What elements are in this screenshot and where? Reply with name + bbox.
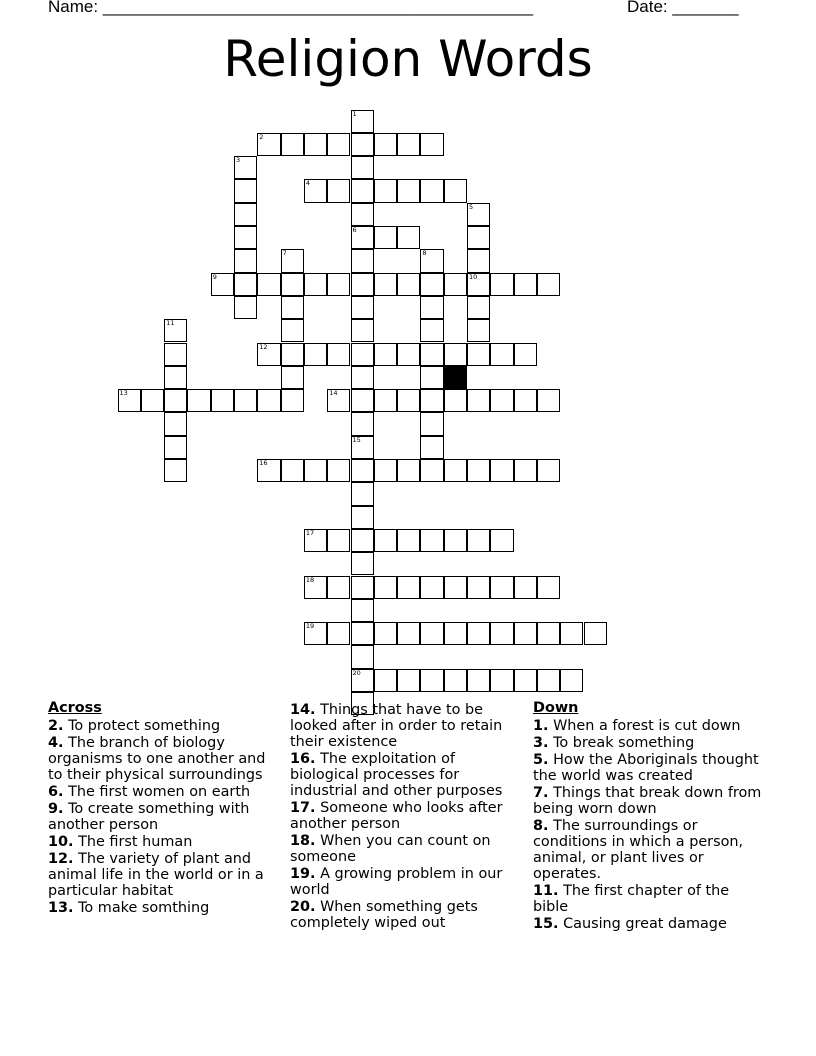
clue [48,834,274,850]
clue [533,916,763,932]
cell-number: 13 [119,389,128,398]
clue-text: The exploitation of biological processes for industrial and other purposes [290,751,503,799]
crossword-cell[interactable] [234,389,257,412]
clue [48,900,274,916]
clue [533,752,763,784]
crossword-cell[interactable] [467,529,490,552]
clue-number: 7. [533,785,549,801]
crossword-cell[interactable] [537,622,560,645]
crossword-cell[interactable] [327,576,350,599]
clue-text: Causing great damage [563,916,727,932]
crossword-cell[interactable] [374,343,397,366]
crossword-cell[interactable] [514,343,537,366]
crossword-cell[interactable] [327,343,350,366]
crossword-cell[interactable] [304,576,327,599]
crossword-cell[interactable] [211,389,234,412]
clue-number: 20. [290,899,316,915]
crossword-cell[interactable] [327,459,350,482]
clue-number: 5. [533,752,549,768]
crossword-cell[interactable] [537,459,560,482]
clue [48,784,274,800]
clue-text: Someone who looks after another person [290,800,503,832]
clue [290,833,516,865]
crossword-cell[interactable] [351,645,374,668]
crossword-cell[interactable] [537,576,560,599]
crossword-cell[interactable] [327,389,350,412]
crossword-cell[interactable] [420,249,443,272]
crossword-cell[interactable] [164,436,187,459]
crossword-cell[interactable] [444,343,467,366]
crossword-cell[interactable] [420,529,443,552]
clue [290,899,516,931]
down-clue-list [533,718,763,932]
crossword-cell[interactable] [444,459,467,482]
crossword-cell[interactable] [514,669,537,692]
crossword-cell[interactable] [211,273,234,296]
crossword-cell[interactable] [420,576,443,599]
crossword-cell[interactable] [257,459,280,482]
crossword-cell[interactable] [281,343,304,366]
crossword-cell[interactable] [490,576,513,599]
crossword-cell[interactable] [351,506,374,529]
crossword-cell[interactable] [234,179,257,202]
cell-number: 5 [469,202,474,211]
crossword-cell[interactable] [234,296,257,319]
crossword-cell[interactable] [514,273,537,296]
clue-text: To make somthing [78,900,210,916]
cell-number: 16 [259,459,268,467]
crossword-cell[interactable] [281,133,304,156]
clue-text: A growing problem in our world [290,866,503,898]
crossword-cell[interactable] [257,273,280,296]
clue-text: When something gets completely wiped out [290,899,478,931]
cell-number: 18 [305,575,315,584]
crossword-cell[interactable] [351,296,374,319]
clue-text: The first women on earth [68,784,251,800]
crossword-cell[interactable] [304,622,327,645]
crossword-cell[interactable] [444,576,467,599]
crossword-cell[interactable] [467,226,490,249]
crossword-black-cell [444,366,467,389]
crossword-cell[interactable] [374,669,397,692]
crossword-cell[interactable] [351,389,374,412]
clue-text: The first chapter of the bible [533,883,730,915]
crossword-cell[interactable] [397,529,420,552]
crossword-cell[interactable] [304,343,327,366]
crossword-cell[interactable] [351,436,374,459]
clue [290,866,516,898]
clue-number: 1. [533,718,549,734]
crossword-cell[interactable] [444,622,467,645]
crossword-cell[interactable] [490,669,513,692]
crossword-cell[interactable] [351,366,374,389]
clue [290,800,516,832]
crossword-cell[interactable] [327,529,350,552]
clue-number: 11. [533,883,559,899]
cell-number: 10 [469,272,478,281]
crossword-cell[interactable] [420,459,443,482]
crossword-cell[interactable] [351,110,374,133]
crossword-cell[interactable] [304,133,327,156]
crossword-cell[interactable] [234,226,257,249]
clue-number: 8. [533,818,549,834]
crossword-cell[interactable] [467,389,490,412]
clue-number: 12. [48,851,74,867]
cell-number: 7 [282,249,287,258]
crossword-cell[interactable] [420,366,443,389]
crossword-cell[interactable] [420,273,443,296]
name-blank[interactable]: ________________________________________________ [102,0,533,16]
crossword-cell[interactable] [304,273,327,296]
crossword-cell[interactable] [490,273,513,296]
crossword-cell[interactable] [537,273,560,296]
crossword-cell[interactable] [351,156,374,179]
crossword-cell[interactable] [234,203,257,226]
clue-number: 6. [48,784,64,800]
crossword-cell[interactable] [164,343,187,366]
crossword-cell[interactable] [560,669,583,692]
clue-text: When a forest is cut down [553,718,741,734]
clue-number: 18. [290,833,316,849]
crossword-cell[interactable] [351,459,374,482]
crossword-cell[interactable] [327,133,350,156]
cell-number: 14 [329,389,338,398]
crossword-cell[interactable] [490,389,513,412]
crossword-cell[interactable] [351,669,374,692]
clue-text: To break something [553,735,695,751]
crossword-cell[interactable] [467,343,490,366]
crossword-cell[interactable] [397,343,420,366]
crossword-cell[interactable] [420,412,443,435]
crossword-cell[interactable] [234,156,257,179]
clue-text: How the Aboriginals thought the world was created [533,752,759,784]
crossword-cell[interactable] [351,226,374,249]
crossword-cell[interactable] [374,622,397,645]
crossword-cell[interactable] [490,622,513,645]
crossword-cell[interactable] [467,319,490,342]
crossword-cell[interactable] [537,389,560,412]
crossword-cell[interactable] [327,622,350,645]
crossword-cell[interactable] [164,389,187,412]
crossword-cell[interactable] [420,669,443,692]
crossword-cell[interactable] [514,576,537,599]
crossword-cell[interactable] [374,389,397,412]
crossword-cell[interactable] [281,389,304,412]
clue [290,751,516,799]
clue-text: Things that have to be looked after in order to retain their existence [290,702,503,750]
crossword-cell[interactable] [351,576,374,599]
clue-text: The first human [78,834,193,850]
crossword-cell[interactable] [257,133,280,156]
clue-text: The branch of biology organisms to one another and to their physical surroundings [48,735,266,783]
crossword-cell[interactable] [444,669,467,692]
crossword-cell[interactable] [351,133,374,156]
crossword-cell[interactable] [467,249,490,272]
crossword-cell[interactable] [467,296,490,319]
clue [48,851,274,899]
across-heading: Across [48,700,102,716]
page-title: Religion Words [223,30,593,88]
crossword-cell[interactable] [420,296,443,319]
cell-number: 3 [236,156,241,165]
crossword-cell[interactable] [374,133,397,156]
crossword-cell[interactable] [467,622,490,645]
crossword-cell[interactable] [351,203,374,226]
crossword-cell[interactable] [420,436,443,459]
crossword-cell[interactable] [351,482,374,505]
crossword-cell[interactable] [164,319,187,342]
clue-number: 15. [533,916,559,932]
crossword-cell[interactable] [257,389,280,412]
crossword-cell[interactable] [327,179,350,202]
crossword-cell[interactable] [467,669,490,692]
crossword-cell[interactable] [467,576,490,599]
crossword-cell[interactable] [351,552,374,575]
crossword-cell[interactable] [281,273,304,296]
down-column [533,700,763,933]
crossword-cell[interactable] [514,459,537,482]
crossword-cell[interactable] [444,273,467,296]
date-blank[interactable]: _______ [672,0,739,16]
clue-number: 19. [290,866,316,882]
crossword-cell[interactable] [514,622,537,645]
cell-number: 12 [259,342,268,351]
cell-number: 6 [352,226,357,234]
crossword-cell[interactable] [304,179,327,202]
crossword-cell[interactable] [490,459,513,482]
crossword-cell[interactable] [397,133,420,156]
crossword-cell[interactable] [351,343,374,366]
clue-number: 10. [48,834,74,850]
crossword-cell[interactable] [304,459,327,482]
crossword-cell[interactable] [584,622,607,645]
crossword-cell[interactable] [351,622,374,645]
cell-number: 17 [305,528,315,537]
date-label: Date: [627,0,668,16]
crossword-cell[interactable] [537,669,560,692]
crossword-cell[interactable] [444,529,467,552]
crossword-cell[interactable] [420,622,443,645]
crossword-cell[interactable] [397,389,420,412]
clue-number: 17. [290,800,316,816]
cell-number: 2 [259,132,264,141]
crossword-cell[interactable] [351,179,374,202]
crossword-cell[interactable] [164,412,187,435]
crossword-cell[interactable] [281,296,304,319]
crossword-cell[interactable] [304,529,327,552]
crossword-cell[interactable] [164,366,187,389]
clue-text: The variety of plant and animal life in the world or in a particular habitat [48,851,264,899]
across-clue-list-continued [290,702,516,931]
clue-text: When you can count on someone [290,833,491,865]
clue [533,735,763,751]
cell-number: 11 [166,319,175,328]
clue-number: 14. [290,702,316,718]
crossword-cell[interactable] [397,459,420,482]
crossword-cell[interactable] [374,273,397,296]
crossword-cell[interactable] [420,389,443,412]
clue [48,801,274,833]
cell-number: 19 [305,622,315,631]
cell-number: 1 [352,109,357,118]
crossword-cell[interactable] [420,343,443,366]
crossword-cell[interactable] [351,599,374,622]
clue-number: 9. [48,801,64,817]
cell-number: 8 [422,249,427,258]
crossword-cell[interactable] [164,459,187,482]
crossword-cell[interactable] [560,622,583,645]
clue [290,702,516,750]
crossword-cell[interactable] [281,459,304,482]
crossword-cell[interactable] [397,226,420,249]
crossword-cell[interactable] [327,273,350,296]
clue-number: 2. [48,718,64,734]
crossword-cell[interactable] [141,389,164,412]
crossword-cell[interactable] [281,319,304,342]
clue-text: To create something with another person [48,801,250,833]
crossword-cell[interactable] [281,249,304,272]
crossword-cell[interactable] [420,133,443,156]
across-clue-list [48,718,274,916]
cell-number: 9 [212,272,217,281]
crossword-cell[interactable] [234,273,257,296]
across-column-continued [290,702,516,932]
crossword-cell[interactable] [187,389,210,412]
clue-number: 13. [48,900,74,916]
crossword-cell[interactable] [397,622,420,645]
crossword-cell[interactable] [351,319,374,342]
crossword-cell[interactable] [374,529,397,552]
name-label: Name: [48,0,99,16]
crossword-cell[interactable] [444,389,467,412]
clue-number: 3. [533,735,549,751]
crossword-cell[interactable] [351,412,374,435]
crossword-cell[interactable] [234,249,257,272]
crossword-cell[interactable] [397,669,420,692]
crossword-cell[interactable] [467,459,490,482]
crossword-cell[interactable] [351,273,374,296]
crossword-cell[interactable] [374,576,397,599]
clue-number: 4. [48,735,64,751]
down-heading: Down [533,700,579,716]
clue [48,718,274,734]
clue [533,718,763,734]
crossword-cell[interactable] [467,203,490,226]
crossword-cell[interactable] [490,529,513,552]
crossword-cell[interactable] [374,179,397,202]
crossword-cell[interactable] [420,179,443,202]
clue [533,818,763,882]
crossword-cell[interactable] [351,249,374,272]
crossword-cell[interactable] [257,343,280,366]
crossword-cell[interactable] [374,459,397,482]
clue [533,883,763,915]
clue [48,735,274,783]
crossword-cell[interactable] [467,273,490,296]
crossword-cell[interactable] [374,226,397,249]
crossword-cell[interactable] [397,179,420,202]
clue-text: The surroundings or conditions in which a person, animal, or plant lives or operates. [533,818,744,882]
crossword-cell[interactable] [397,576,420,599]
crossword-cell[interactable] [490,343,513,366]
cell-number: 4 [305,179,311,188]
crossword-cell[interactable] [420,319,443,342]
clue-text: Things that break down from being worn down [533,785,762,817]
crossword-cell[interactable] [397,273,420,296]
clue-number: 16. [290,751,316,767]
crossword-cell[interactable] [444,179,467,202]
crossword-cell[interactable] [118,389,141,412]
cell-number: 15 [352,435,361,444]
across-column [48,700,274,917]
clue-text: To protect something [68,718,221,734]
crossword-cell[interactable] [514,389,537,412]
crossword-cell[interactable] [281,366,304,389]
cell-number: 20 [352,668,361,677]
clue [533,785,763,817]
crossword-cell[interactable] [351,529,374,552]
